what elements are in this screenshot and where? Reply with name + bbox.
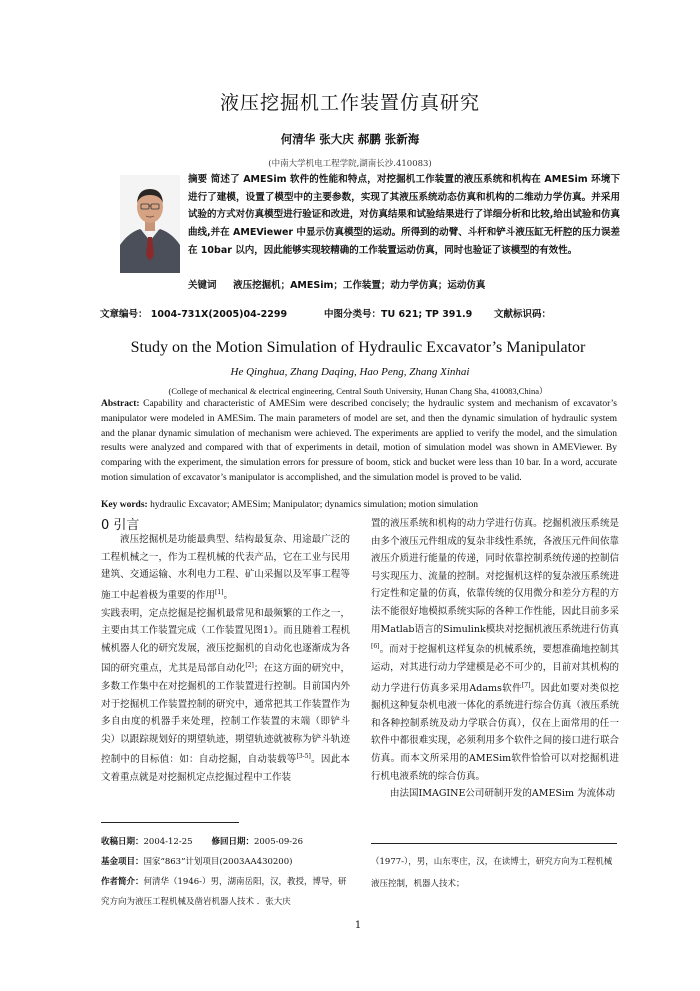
author-info-label: 作者简介：	[101, 877, 144, 887]
paragraph-text: ；在这方面的研究中，多数工作集中在对挖掘机的工作装置进行控制。目前国内外对于挖掘机工作装置控制的研究中，通常把其工作装置作为多自由度的机器手来处理，控制工作装置的末端（即铲斗尖）以跟踪规划好的期望轨迹，期望轨迹就被称为铲斗轨迹控制中的目标值：如：自动挖掘，自动装载等	[101, 663, 350, 766]
body-column-left	[101, 531, 350, 787]
body-column-right	[371, 515, 619, 803]
author-portrait-image	[120, 175, 180, 273]
author-info-text: 何清华（1946-）男，湖南岳阳，汉，教授，博导，研究方向为液压工程机械及凿岩机器人技术 ．张大庆	[101, 877, 347, 907]
fund-info	[101, 852, 351, 872]
body-paragraph	[101, 531, 350, 605]
chinese-title: 液压挖掘机工作装置仿真研究	[219, 92, 480, 114]
paragraph-text: 。因此本文着重点就是对挖掘机定点挖掘过程中工作装	[101, 754, 350, 784]
citation-ref: [7]	[521, 681, 531, 689]
body-paragraph	[101, 605, 350, 787]
english-affiliation: (College of mechanical & electrical engineering, Central South University, Hunan Chang Sha, 410083,China）	[168, 386, 548, 396]
body-paragraph	[371, 515, 619, 785]
chinese-authors: 何清华 张大庆 郝鹏 张新海	[280, 132, 420, 146]
citation-ref: [1]	[215, 588, 224, 596]
chinese-abstract-label: 摘要	[188, 174, 208, 185]
received-dates	[101, 832, 351, 852]
chinese-keywords-text: 液压挖掘机；AMESim；工作装置；动力学仿真；运动仿真	[233, 280, 486, 291]
received-label: 收稿日期：	[101, 837, 144, 847]
revised-date: 2005-09-26	[253, 837, 303, 847]
page-number: 1	[354, 920, 362, 931]
fund-label: 基金项目：	[101, 857, 144, 867]
author-photo	[120, 175, 180, 273]
section-heading-introduction: 0 引言	[101, 518, 140, 533]
english-keywords-text: hydraulic Excavator; AMESim; Manipulator; dynamics simulation; motion simulation	[150, 500, 479, 510]
received-date: 2004-12-25	[143, 837, 193, 847]
english-keywords	[101, 500, 617, 510]
chinese-keywords-label: 关键词	[188, 280, 217, 291]
paragraph-text: 液压挖掘机是功能最典型、结构最复杂、用途最广泛的工程机械之一，作为工程机械的代表产品，它在工业与民用建筑、交通运输、水利电力工程、矿山采掘以及军事工程等施工中起着极为重要的作用	[101, 534, 350, 601]
citation-ref: [6]	[371, 643, 380, 651]
english-keywords-label: Key words:	[101, 500, 148, 510]
author-info	[101, 872, 351, 912]
chinese-abstract-text: 简述了 AMESim 软件的性能和特点，对挖掘机工作装置的液压系统和机构在 AMESim 环境下进行了建模，设置了模型中的主要参数，实现了其液压系统动态仿真和机构的二维动力学仿真。并采用试验的方式对仿真模型进行验证和改进，对仿真结果和试验结果进行了详细分析和比较,给出试验和仿真曲线,并在 AMEViewer 中显示仿真模型的运动。所得到的动臂、斗杆和铲斗液压缸无杆腔的压力误差在 10bar 以内，因此能够实现较精确的工作装置运动仿真，同时也验证了该模型的有效性。	[188, 174, 620, 256]
paragraph-text: 由法国IMAGINE公司研制开发的AMESim 为流体动	[390, 788, 616, 800]
article-metadata	[100, 306, 620, 320]
footnote-right: （1977-），男，山东枣庄，汉，在读博士，研究方向为工程机械液压控制，机器人技术；	[371, 857, 613, 889]
paragraph-text: 实践表明，定点挖掘是挖掘机最常见和最频繁的工作之一，主要由其工作装置完成（工作装置见图1）。而且随着工程机械机器人化的研究发展，液压挖掘机的自动化也逐渐成为各国的研究重点，尤其是局部自动化	[101, 607, 350, 675]
paragraph-text: 。而对于挖掘机这样复杂的机械系统，要想准确地控制其运动，对其进行动力学建模是必不可少的，目前对其机构的动力学进行仿真多采用Adams软件	[371, 644, 619, 694]
citation-ref: [3-5]	[296, 753, 311, 761]
paragraph-text: 置的液压系统和机构的动力学进行仿真。挖掘机液压系统是由多个液压元件组成的复杂非线性系统，各液压元件间依靠液压介质进行能量的传递，同时依靠控制系统传递的控制信号实现压力、流量的控制。对挖掘机这样的复杂液压系统进行定性和定量的仿真，依靠传统的仅用微分和差分方程的方法不能很好地模拟系统实际的各种工作性能，因此目前多采用Matlab语言的Simulink模块对挖掘机液压系统进行仿真	[371, 518, 619, 635]
chinese-abstract	[188, 171, 620, 260]
english-abstract-label: Abstract:	[101, 399, 140, 409]
paragraph-text: 。	[223, 589, 234, 601]
chinese-keywords	[188, 277, 618, 291]
chinese-affiliation: (中南大学机电工程学院,湖南长沙.410083)	[268, 159, 432, 169]
citation-ref: [2]	[245, 662, 254, 670]
fund-text: 国家“863”计划项目(2003AA430200)	[143, 857, 293, 867]
footnote-divider	[371, 843, 617, 844]
document-code: 文献标识码：	[494, 309, 552, 320]
footnote-left	[101, 832, 351, 912]
revised-label: 修回日期：	[211, 837, 254, 847]
article-number: 文章编号： 1004-731X(2005)04-2299	[100, 309, 288, 320]
english-abstract	[101, 397, 617, 486]
footnote-divider	[101, 822, 239, 823]
english-abstract-text: Capability and characteristic of AMESim were described concisely; the hydraulic system and mechanism of excavator’s manipulator were modeled in AMESim. The main parameters of model are set, and then the dynamic simulation of hydraulic system and the planar dynamic simulation of mechanism were achieved. The experiments are applied to verify the model, and the simulation results were analyzed and compared with that of experiments in detail, motion of simulation model was shown in AMEViewer. By comparing with the experiment, the simulation errors for pressure of boom, stick and bucket were less than 10 bar. In a word, accurate motion simulation of excavator’s manipulator is accomplished, and the simulation model is proved to be valid.	[101, 399, 618, 483]
english-authors: He Qinghua, Zhang Daqing, Hao Peng, Zhang Xinhai	[230, 366, 470, 378]
classification-number: 中图分类号：TU 621; TP 391.9	[324, 309, 473, 320]
body-paragraph	[371, 785, 619, 803]
english-title: Study on the Motion Simulation of Hydraulic Excavator’s Manipulator	[130, 339, 586, 356]
paragraph-text: 。因此如要对类似挖掘机这种复杂机电液一体化的系统进行综合仿真（液压系统和各种控制系统及动力学联合仿真），仅在上面常用的任一软件中都很难实现，必须利用多个软件之间的接口进行联合仿真。而本文所采用的AMESim软件恰恰可以对挖掘机进行机电液系统的综合仿真。	[371, 682, 619, 782]
